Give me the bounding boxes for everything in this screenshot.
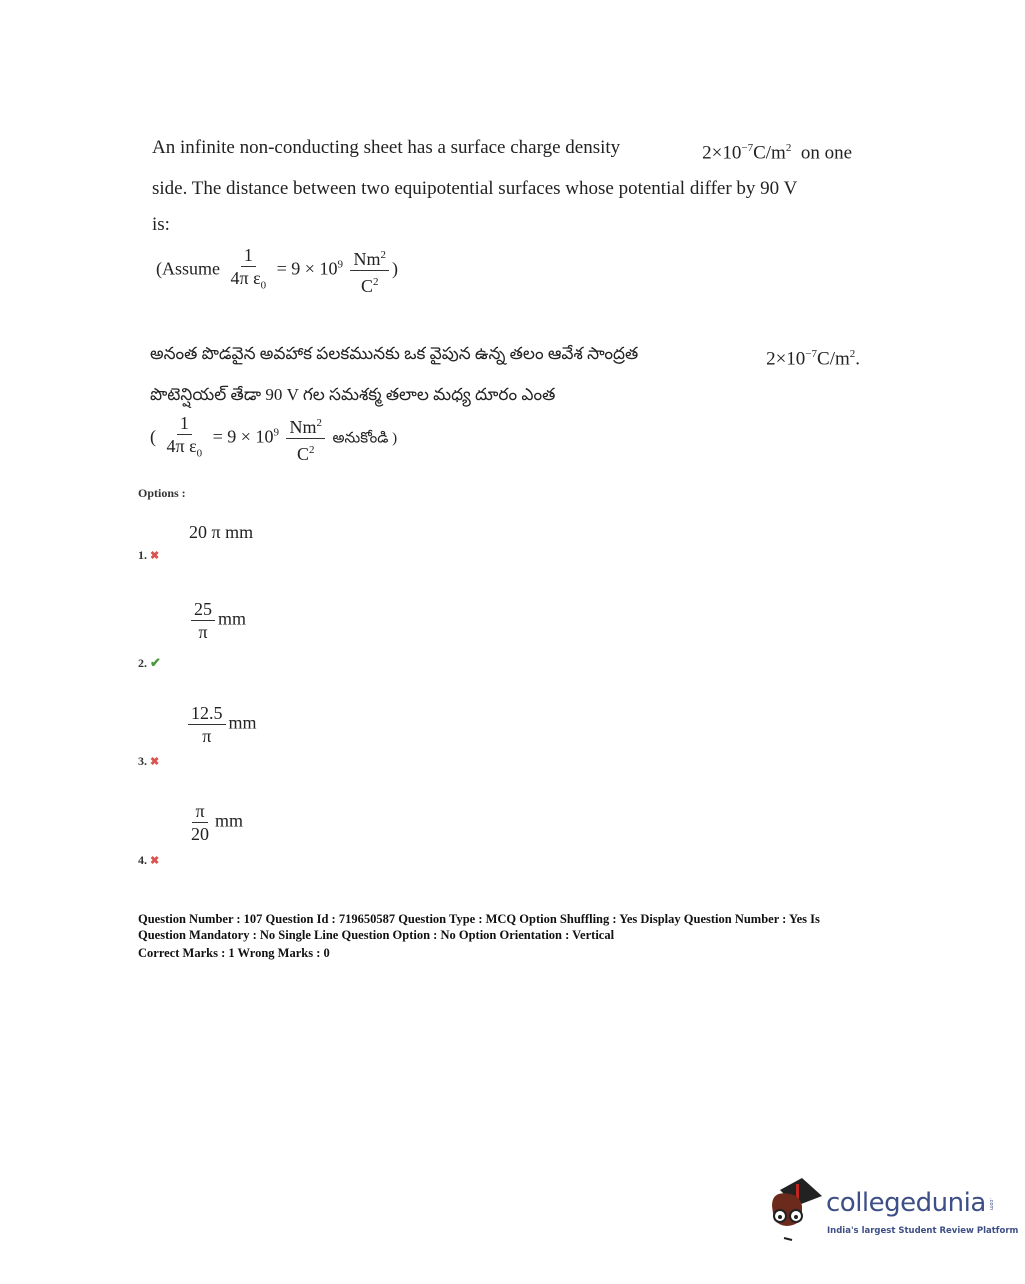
option-1-text: 20 π mm [189,522,254,542]
text-end: on one [800,142,852,164]
option-2[interactable] [138,655,161,671]
check-icon: ✔ [150,655,161,670]
logo-name: collegedunia [826,1188,986,1218]
exp9: 9 [337,258,343,271]
meta-line1: Question Number : 107 Question Id : 719650587 Question Type : MCQ Option Shuffling : Yes Display Question Number : Yes Is [138,912,820,926]
sq: 2 [316,417,322,429]
sq: 2 [849,348,856,360]
option-number: 4. [138,853,147,867]
options-label: Options : [138,486,186,500]
option-3[interactable] [138,754,159,769]
question-text-line2: side. The distance between two equipotential surfaces whose potential differ by 90 V [152,178,798,200]
mascot-icon [766,1176,826,1242]
unit: C/m [753,142,786,164]
option-4-text [185,800,243,845]
assume-formula [156,244,398,297]
frac-den: 4π ε [230,268,261,289]
question-telugu [150,336,860,413]
option-1[interactable] [138,548,159,563]
open: ( [150,426,156,447]
logo-tagline: India's largest Student Review Platform [827,1226,1019,1236]
wrong-icon: ✖ [150,550,160,562]
te-line2: పొటెన్షియల్ తేడా 90 V గల సమశక్మ తలాల మధ్య దూరం ఎంత [150,385,556,405]
sq2: 2 [308,444,315,456]
frac-num: 1 [177,412,192,435]
sq: 2 [380,249,386,261]
den: π [198,622,208,642]
exp: −7 [805,348,818,360]
unit-num: Nm [353,249,381,269]
density: 2×10 [766,348,806,370]
unit-num: Nm [289,417,317,437]
question-text: An infinite non-conducting sheet has a surface charge density [152,137,621,158]
te-formula [150,412,397,465]
te-assume: అనుకోండి ) [332,430,398,447]
equals: = 9 × 10 [276,258,338,279]
wrong-icon: ✖ [150,756,160,768]
num: 12.5 [188,702,226,725]
unit: C/m [817,348,850,370]
unit: mm [215,810,244,831]
unit-exp: 2 [785,142,792,154]
option-3-text [185,702,257,747]
unit-den: C [296,444,309,464]
meta-line2: Question Mandatory : No Single Line Question Option : No Option Orientation : Vertical [138,928,615,942]
den: 20 [191,824,209,844]
te-line1: అనంత పొడవైన అవహాక పలకమునకు ఒక వైపున ఉన్న తలం ఆవేశ సాంద్రత [150,344,639,363]
sub: 0 [260,279,267,292]
exp9: 9 [273,426,279,439]
sub: 0 [196,447,203,460]
collegedunia-logo [766,1176,1019,1246]
assume-label: (Assume [156,258,220,279]
close: ) [391,258,398,279]
num: 25 [191,598,215,621]
meta-line3: Correct Marks : 1 Wrong Marks : 0 [138,946,330,960]
density: 2×10 [702,142,742,164]
logo-tld: .com [988,1198,994,1211]
sq2: 2 [372,276,379,288]
question-meta [138,911,820,961]
frac-num: 1 [241,244,256,267]
num: π [192,800,207,823]
option-2-text [188,598,246,643]
question-text-line3: is: [152,214,170,236]
den: π [202,726,212,746]
option-number: 3. [138,754,147,768]
question-english [152,130,852,243]
unit-den: C [360,276,373,296]
unit: mm [218,608,247,629]
option-number: 1. [138,548,147,562]
frac-den: 4π ε [166,436,197,457]
exp: −7 [741,142,754,154]
unit: mm [228,712,257,733]
option-4[interactable] [138,853,159,868]
option-number: 2. [138,656,147,670]
dot: . [855,348,860,370]
equals: = 9 × 10 [212,426,274,447]
wrong-icon: ✖ [150,855,160,867]
